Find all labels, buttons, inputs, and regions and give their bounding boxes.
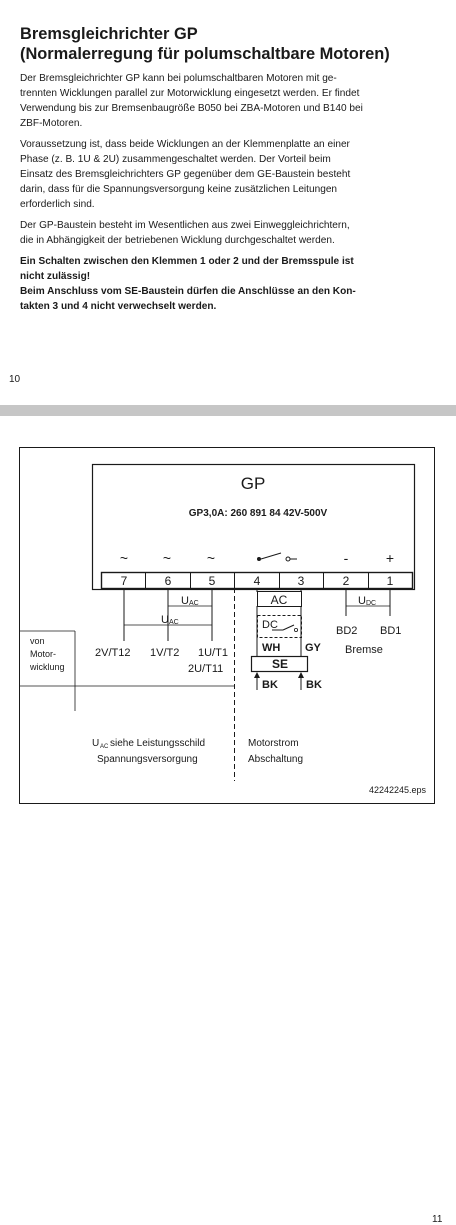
page-separator <box>0 405 456 416</box>
ac-tilde-symbol: ~ <box>162 550 172 566</box>
udc-label <box>346 595 390 607</box>
page-10 <box>0 0 456 405</box>
uac-upper <box>168 595 212 607</box>
body-text <box>20 71 440 314</box>
text-line: Voraussetzung ist, dass beide Wicklungen an der Klemmenplatte an einer <box>20 139 350 150</box>
conn-1u-t1: 1U/T1 <box>198 647 228 659</box>
terminal-6: 6 <box>164 574 172 588</box>
wiring-diagram <box>0 416 456 830</box>
uac-lower <box>124 614 212 626</box>
von-line-2: Motor- <box>30 649 57 659</box>
gy-label: GY <box>305 642 321 654</box>
conn-2u-t11: 2U/T11 <box>188 663 224 675</box>
figure-id: 42242245.eps <box>368 785 426 795</box>
bk-left-label: BK <box>262 679 278 691</box>
page-number-left: 10 <box>9 374 21 385</box>
svg-text:AC: AC <box>189 600 199 607</box>
svg-text:U: U <box>181 595 189 607</box>
text-line: Ein Schalten zwischen den Klemmen 1 oder 2 und der Bremsspule ist <box>20 256 354 267</box>
bk-right-label: BK <box>306 679 322 691</box>
ac-tilde-symbol: ~ <box>119 550 129 566</box>
conn-1v-t2: 1V/T2 <box>150 647 180 659</box>
svg-text:DC: DC <box>366 600 377 607</box>
text-line: darin, dass für die Spannungsversorgung keine zusätzlichen Leitungen <box>20 184 338 195</box>
text-line: Der Bremsgleichrichter GP kann bei polumschaltbaren Motoren mit ge- <box>20 73 337 84</box>
title-line-1: Bremsgleichrichter GP <box>20 25 198 43</box>
uac-note-sub: AC <box>100 744 109 750</box>
svg-text:AC: AC <box>169 619 179 626</box>
bd1-label: BD1 <box>380 625 402 637</box>
bd2-label: BD2 <box>336 625 358 637</box>
gp-title: GP <box>240 474 266 493</box>
terminal-3: 3 <box>297 574 305 588</box>
text-line: takten 3 und 4 nicht verwechselt werden. <box>20 301 217 312</box>
text-line: erforderlich sind. <box>20 199 95 210</box>
text-line: trennten Wicklungen parallel zur Motorwicklung eingesetzt werden. Er findet <box>20 88 360 99</box>
ac-tilde-symbol: ~ <box>206 550 216 566</box>
ac-label: AC <box>270 593 288 607</box>
uac-note-line-2: Spannungsversorgung <box>97 754 198 765</box>
terminal-5: 5 <box>208 574 216 588</box>
paragraph-1 <box>20 71 440 131</box>
terminal-1: 1 <box>386 574 394 588</box>
warning-paragraph <box>20 254 440 314</box>
minus-symbol: - <box>343 550 349 566</box>
motorstrom-line-2: Abschaltung <box>248 754 304 765</box>
svg-text:U: U <box>358 595 366 607</box>
text-line: Beim Anschluss vom SE-Baustein dürfen die Anschlüsse an den Kon- <box>20 286 356 297</box>
dc-label: DC <box>262 619 278 631</box>
diagram-frame <box>20 448 435 804</box>
terminal-2: 2 <box>342 574 350 588</box>
wh-label: WH <box>262 642 281 654</box>
paragraph-3 <box>20 218 440 248</box>
von-line-1: von <box>30 636 45 646</box>
von-line-3: wicklung <box>30 662 65 672</box>
terminal-7: 7 <box>120 574 128 588</box>
section-title <box>20 24 445 64</box>
text-line: nicht zulässig! <box>20 271 91 282</box>
conn-2v-t12: 2V/T12 <box>95 647 131 659</box>
se-label: SE <box>271 657 289 671</box>
text-line: ZBF-Motoren. <box>20 118 83 129</box>
gp-part-line: GP3,0A: 260 891 84 42V-500V <box>188 508 328 519</box>
text-line: Der GP-Baustein besteht im Wesentlichen aus zwei Einweggleichrichtern, <box>20 220 350 231</box>
title-line-2: (Normalerregung für polumschaltbare Motoren) <box>20 45 390 63</box>
page-number-right: 11 <box>432 1214 443 1225</box>
uac-note-line-1: siehe Leistungsschild <box>110 738 206 749</box>
switch-symbol <box>257 553 297 561</box>
text-line: Phase (z. B. 1U & 2U) zusammengeschaltet werden. Der Vorteil beim <box>20 154 331 165</box>
terminal-4: 4 <box>253 574 261 588</box>
text-line: Verwendung bis zur Bremsenbaugröße B050 bei ZBA-Motoren und B140 bei <box>20 103 363 114</box>
uac-note-symbol: U <box>92 738 100 749</box>
paragraph-2 <box>20 137 440 212</box>
motorstrom-line-1: Motorstrom <box>248 738 299 749</box>
text-line: Einsatz des Bremsgleichrichters GP gegenüber dem GE-Baustein besteht <box>20 169 351 180</box>
bremse-label: Bremse <box>345 644 383 656</box>
page-11 <box>0 416 456 1225</box>
plus-symbol: + <box>385 550 395 566</box>
text-line: die in Abhängigkeit der betriebenen Wicklung durchgeschaltet werden. <box>20 235 335 246</box>
svg-text:U: U <box>161 614 169 626</box>
